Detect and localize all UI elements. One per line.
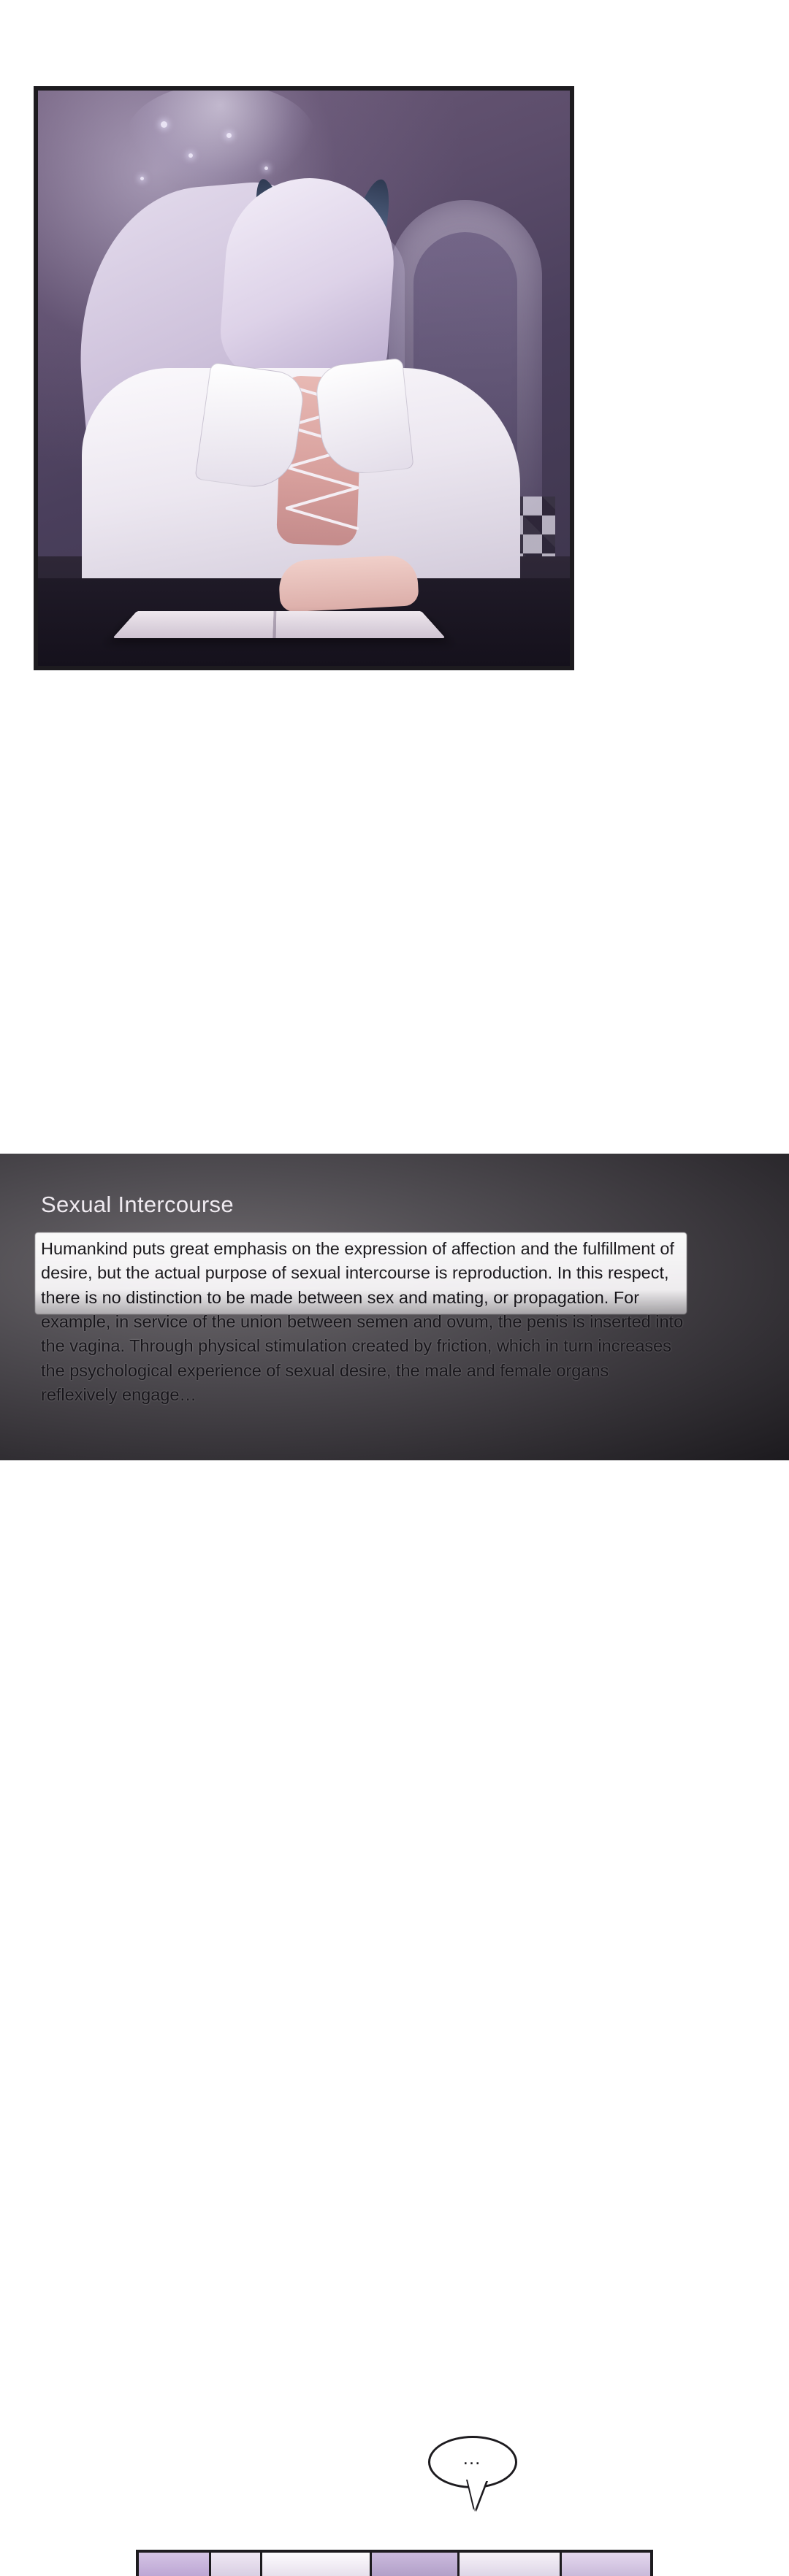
textbook-highlighted-text: Humankind puts great emphasis on the expression of affection and the fulfillment of desire, but the actual purpose of sexual intercourse is reproduction.	[41, 1239, 674, 1283]
textbook-content	[41, 1192, 731, 1408]
bottom-strip-segment	[260, 2553, 370, 2576]
sparkle-icon	[140, 177, 144, 180]
bottom-strip-divider	[560, 2553, 562, 2576]
chandelier-icon	[126, 86, 316, 193]
textbook-heading: Sexual Intercourse	[41, 1192, 234, 1217]
textbook-body-text: In this respect, there is no distinction to be made between sex and mating, or propagation. For example, in service of the union between semen and ovum, the penis is inserted into the vagina. Through physical stimulation created by friction, which in turn increases the psychological experience of sexual desire, the male and female organs reflexively engage…	[41, 1263, 684, 1405]
sparkle-icon	[188, 153, 193, 158]
panel-textbook	[0, 1154, 789, 1460]
panel-illustration	[34, 86, 574, 670]
textbook-highlighted-paragraph	[41, 1237, 684, 1408]
sparkle-icon	[161, 121, 167, 128]
bottom-strip-segment	[560, 2553, 650, 2576]
bottom-strip-segment	[370, 2553, 457, 2576]
bottom-strip-divider	[370, 2553, 372, 2576]
bottom-strip-divider	[260, 2553, 262, 2576]
speech-bubble-text: …	[462, 2447, 484, 2469]
bottom-strip-segment	[139, 2553, 209, 2576]
speech-bubble-tail	[468, 2480, 487, 2510]
bottom-strip-divider	[457, 2553, 460, 2576]
panel-bottom	[136, 2550, 653, 2576]
character-hands	[278, 554, 419, 613]
bottom-strip-divider	[209, 2553, 211, 2576]
sparkle-icon	[226, 133, 232, 138]
bottom-strip-segment	[457, 2553, 560, 2576]
bottom-strip-segment	[209, 2553, 260, 2576]
open-book	[113, 611, 446, 638]
textbook-body	[41, 1237, 684, 1408]
sparkle-icon	[264, 166, 268, 170]
